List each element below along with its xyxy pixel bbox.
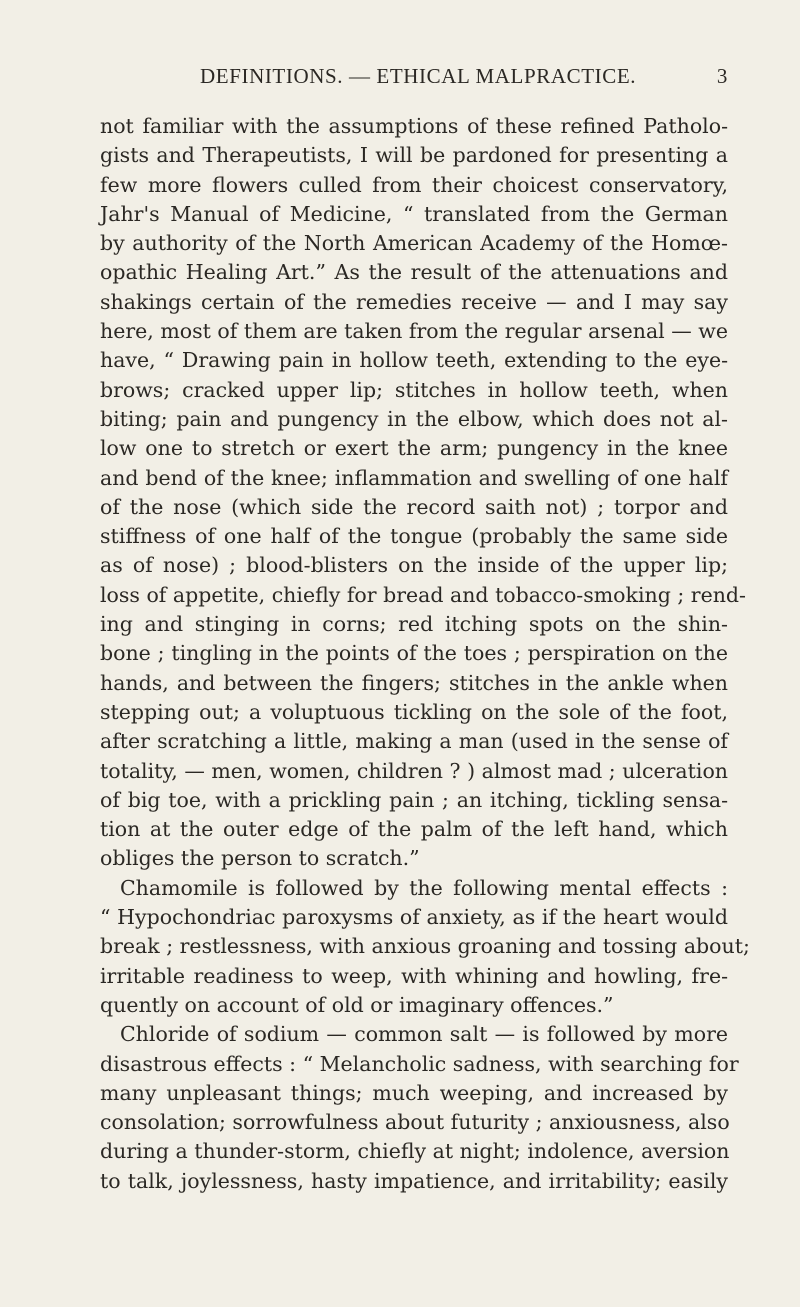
text-line: bone ; tingling in the points of the toes ; perspiration on the [100,641,728,666]
text-line: not familiar with the assumptions of these refined Patholo- [100,114,728,138]
text-line: opathic Healing Art.” As the result of the attenuations and [100,260,728,285]
text-line: obliges the person to scratch.” [100,846,420,871]
text-line: few more flowers culled from their choicest conservatory, [100,172,728,197]
text-line: and bend of the knee; inflammation and swelling of one half [100,465,728,490]
text-line: to talk, joylessness, hasty impatience, and irritability; easily [100,1168,728,1193]
text-line: Jahr's Manual of Medicine, “ translated from the German [100,201,728,226]
text-line: by authority of the North American Academy of the Homœ- [100,231,728,256]
text-line: loss of appetite, chiefly for bread and tobacco-smoking ; rend- [100,582,746,607]
text-line: biting; pain and pungency in the elbow, which does not al- [100,406,728,431]
text-line: Chamomile is followed by the following mental effects : [120,875,728,900]
text-line: have, “ Drawing pain in hollow teeth, extending to the eye- [100,348,728,373]
page-number: 3 [716,64,728,88]
text-line: break ; restlessness, with anxious groaning and tossing about; [100,934,750,959]
text-line: gists and Therapeutists, I will be pardoned for presenting a [100,143,728,168]
text-line: consolation; sorrowfulness about futurity ; anxiousness, also [100,1110,730,1135]
text-line: disastrous effects : “ Melancholic sadness, with searching for [100,1051,739,1076]
text-line: “ Hypochondriac paroxysms of anxiety, as if the heart would [100,905,728,930]
body-text [100,112,750,1196]
text-line: after scratching a little, making a man (used in the sense of [100,729,728,754]
text-line: low one to stretch or exert the arm; pungency in the knee [100,436,728,461]
text-line: stiffness of one half of the tongue (probably the same side [100,524,728,549]
text-line: shakings certain of the remedies receive — and I may say [100,289,728,314]
text-line: here, most of them are taken from the regular arsenal — we [100,319,728,344]
text-line: irritable readiness to weep, with whining and howling, fre- [100,963,728,988]
text-line: stepping out; a voluptuous tickling on the sole of the foot, [100,699,728,724]
text-line: as of nose) ; blood-blisters on the inside of the upper lip; [100,553,728,578]
text-line: ing and stinging in corns; red itching spots on the shin- [100,612,728,637]
text-line: of big toe, with a prickling pain ; an itching, tickling sensa- [100,787,728,812]
text-line: of the nose (which side the record saith not) ; torpor and [100,494,728,519]
text-line: quently on account of old or imaginary offences.” [100,992,614,1017]
running-head [100,64,728,98]
text-line: brows; cracked upper lip; stitches in hollow teeth, when [100,377,728,402]
text-line: many unpleasant things; much weeping, and increased by [100,1080,728,1105]
text-line: totality, — men, women, children ? ) almost mad ; ulceration [100,758,728,783]
text-line: hands, and between the fingers; stitches in the ankle when [100,670,728,695]
text-line: Chloride of sodium — common salt — is followed by more [120,1022,728,1047]
running-title: DEFINITIONS. — ETHICAL MALPRACTICE. [200,64,637,88]
text-line: during a thunder-storm, chiefly at night; indolence, aversion [100,1139,730,1164]
text-line: tion at the outer edge of the palm of the left hand, which [100,817,728,842]
